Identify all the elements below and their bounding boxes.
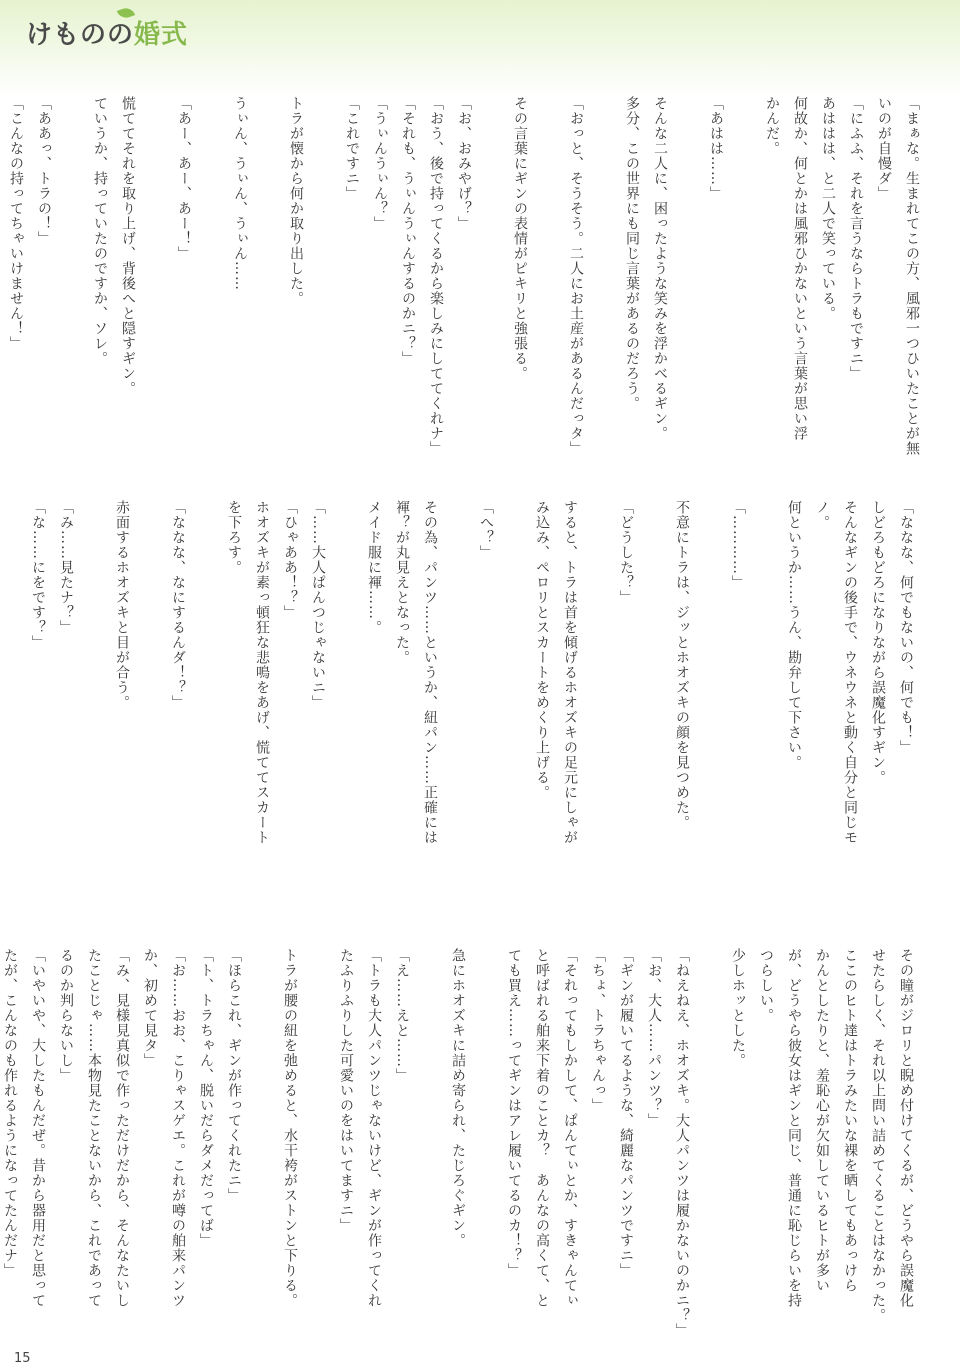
text-line: み込み、ペロリとスカートをめくり上げる。	[534, 500, 550, 800]
text-line: 「まぁな。生まれてこの方、風邪一つひいたことが無	[904, 96, 920, 456]
text-line: 「これですニ」	[344, 96, 360, 201]
text-line: うぃん、うぃん、うぃん……	[232, 96, 248, 291]
text-line	[254, 96, 282, 446]
text-line	[192, 500, 220, 860]
text-line: 「ああっ、トラの！」	[36, 96, 52, 246]
text-line: 多分、この世界にも同じ言葉があるのだろう。	[624, 96, 640, 411]
text-line	[590, 96, 618, 446]
text-line: メイド服に褌……。	[366, 500, 382, 635]
text-line: 「それってもしかして、ぱんてぃとか、すきゃんてぃ	[562, 948, 578, 1308]
text-line: と呼ばれる舶来下着のことカ？ あんなの高くて、と	[534, 948, 550, 1308]
text-line: 「……大人ぱんつじゃないニ」	[310, 500, 326, 710]
text-line: 「にふふ、それを言うならトラもですニ」	[848, 96, 864, 381]
text-line: かんとしたりと、羞恥心が欠如しているヒトが多い	[814, 948, 830, 1293]
text-line: 「み……見たナ？」	[58, 500, 74, 635]
text-line: 「あはは……」	[708, 96, 724, 201]
text-line: その言葉にギンの表情がピキリと強張る。	[512, 96, 528, 381]
text-line: 少しホッとした。	[730, 948, 746, 1068]
text-line: か、初めて見タ」	[142, 948, 158, 1068]
text-line	[500, 500, 528, 860]
text-line	[304, 948, 332, 1298]
text-line: 褌？が丸見えとなった。	[394, 500, 410, 665]
text-line: 「それも、うぃんうぃんするのかニ？」	[400, 96, 416, 366]
text-line: 「…………」	[730, 500, 746, 590]
title-kanji: 婚式	[134, 20, 189, 50]
text-line: 「トラも大人パンツじゃないけど、ギンが作ってくれ	[366, 948, 382, 1308]
text-line: つらしい。	[758, 948, 774, 1023]
text-line: 「おっと、そうそう。二人にお土産があるんだっタ」	[568, 96, 584, 456]
text-line	[696, 500, 724, 860]
text-line: 慌ててそれを取り上げ、背後へと隠すギン。	[120, 96, 136, 396]
text-line	[310, 96, 338, 446]
text-line: あははは、と二人で笑っている。	[820, 96, 836, 321]
text-line	[248, 948, 276, 1298]
text-line: 「ねえねえ、ホオズキ。大人パンツは履かないのかニ？」	[674, 948, 690, 1338]
text-line	[752, 500, 780, 860]
text-line: 「ギンが履いてるような、綺麗なパンツですニ」	[618, 948, 634, 1278]
text-line: が、どうやら彼女はギンと同じ、普通に恥じらいを持	[786, 948, 802, 1308]
text-line: 「み、見様見真似で作っただけだから、そんなたいし	[114, 948, 130, 1308]
text-line: 何というか……うん、勘弁して下さい。	[786, 500, 802, 770]
text-line: 「こんなの持ってちゃいけません！」	[8, 96, 24, 351]
text-line	[478, 96, 506, 446]
text-line: 「おう、後で持ってくるから楽しみにしててくれナ」	[428, 96, 444, 456]
text-line: 「あー、あー、あー！」	[176, 96, 192, 261]
text-line: しどろもどろになりながら誤魔化すギン。	[870, 500, 886, 785]
text-line: 「お……おお、こりゃスゲエ。これが噂の舶来パンツ	[170, 948, 186, 1308]
text-line	[136, 500, 164, 860]
text-line	[58, 96, 86, 446]
title-kana: けものの	[26, 20, 135, 50]
text-line: そんなギンの後手で、ウネウネと動く自分と同じモ	[842, 500, 858, 845]
text-line: 急にホオズキに詰め寄られ、たじろぐギン。	[450, 948, 466, 1248]
text-line: 何故か、何とかは風邪ひかないという言葉が思い浮	[792, 96, 808, 441]
text-line	[472, 948, 500, 1298]
text-line: 「いやいや、大したもんだぜ。昔から器用だと思って	[30, 948, 46, 1308]
text-line	[142, 96, 170, 446]
text-line: ノ。	[814, 500, 830, 530]
text-line: ホオズキが素っ頓狂な悲鳴をあげ、慌ててスカート	[254, 500, 270, 845]
text-line	[696, 948, 724, 1298]
text-line	[416, 948, 444, 1298]
text-line	[0, 96, 2, 446]
text-line: 「ななな、なにするんダ！？」	[170, 500, 186, 710]
text-line: その瞳がジロリと睨め付けてくるが、どうやら誤魔化	[898, 948, 914, 1308]
text-line	[80, 500, 108, 860]
text-line: トラが腰の紐を弛めると、水干袴がストンと下りる。	[282, 948, 298, 1308]
text-line: を下ろす。	[226, 500, 242, 575]
text-line: 「どうした？」	[618, 500, 634, 605]
text-line: たことじゃ……本物見たことないから、これであって	[86, 948, 102, 1308]
text-line: ても買え……ってギンはアレ履いてるのカ！？」	[506, 948, 522, 1278]
text-line: 「ひゃああ！？」	[282, 500, 298, 620]
text-line: トラが懐から何か取り出した。	[288, 96, 304, 306]
text-line	[584, 500, 612, 860]
text-line	[640, 500, 668, 860]
text-line: 「お、おみやげ？」	[456, 96, 472, 231]
text-line: 赤面するホオズキと目が合う。	[114, 500, 130, 710]
text-line	[444, 500, 472, 860]
page-title	[26, 14, 188, 51]
text-line	[674, 96, 702, 446]
text-line: 「な……にをです？」	[30, 500, 46, 650]
text-line: いのが自慢ダ」	[876, 96, 892, 201]
text-line: 「お、大人……パンツ？」	[646, 948, 662, 1128]
text-line	[0, 500, 24, 860]
text-line: 不意にトラは、ジッとホオズキの顔を見つめた。	[674, 500, 690, 830]
text-line: かんだ。	[764, 96, 780, 156]
text-line	[730, 96, 758, 446]
text-line: そんな二人に、困ったような笑みを浮かべるギン。	[652, 96, 668, 441]
text-tier-bottom	[2, 948, 920, 1338]
text-line: 「ト、トラちゃん、脱いだらダメだってば」	[198, 948, 214, 1248]
text-line: 「へ？」	[478, 500, 494, 560]
text-line: 「うぃんうぃん？」	[372, 96, 388, 231]
text-line	[198, 96, 226, 446]
text-line: その為、パンツ……というか、紐パン……正確には	[422, 500, 438, 845]
text-line: ていうか、持っていたのですか、ソレ。	[92, 96, 108, 366]
text-line: たが、こんなのも作れるようになってたんだナ」	[2, 948, 18, 1278]
text-tier-top	[8, 96, 926, 456]
text-line: たふりふりした可愛いのをはいてますニ」	[338, 948, 354, 1233]
page-number: 15	[14, 1351, 31, 1366]
text-line: 「ななな、何でもないの、何でも！」	[898, 500, 914, 755]
text-line: せたらしく、それ以上問い詰めてくることはなかった。	[870, 948, 886, 1323]
text-line: るのか判らないし」	[58, 948, 74, 1083]
text-line: ここのヒト達はトラみたいな裸を晒してもあっけら	[842, 948, 858, 1293]
text-line: 「ちょ、トラちゃんっ」	[590, 948, 606, 1113]
text-line	[332, 500, 360, 860]
text-line: すると、トラは首を傾げるホオズキの足元にしゃが	[562, 500, 578, 845]
text-tier-middle	[30, 500, 920, 860]
text-line	[534, 96, 562, 446]
text-line: 「え……えと……」	[394, 948, 410, 1083]
text-line: 「ほらこれ、ギンが作ってくれたニ」	[226, 948, 242, 1203]
